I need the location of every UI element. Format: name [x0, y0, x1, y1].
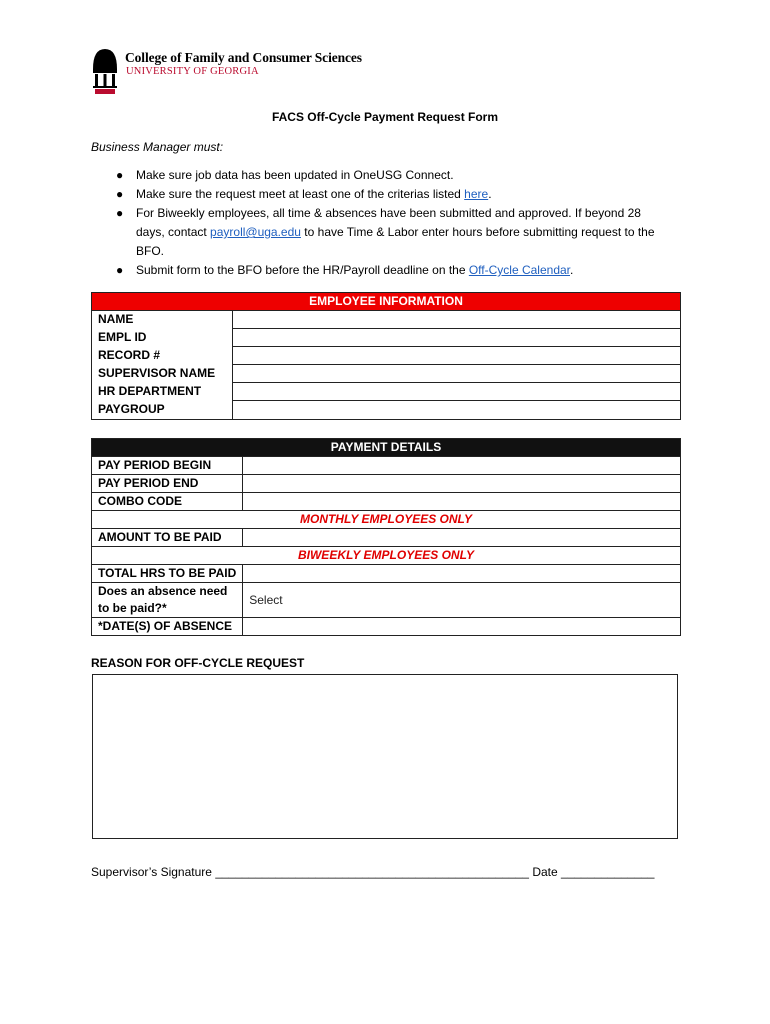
total-hrs-field[interactable] — [243, 565, 681, 583]
combo-code-label: COMBO CODE — [92, 493, 243, 511]
reason-textbox[interactable] — [92, 674, 678, 839]
bullet-icon: ● — [116, 206, 124, 220]
signature-line — [91, 865, 654, 879]
pay-period-begin-label: PAY PERIOD BEGIN — [92, 457, 243, 475]
criteria-link[interactable]: here — [464, 187, 489, 201]
payment-details-header: PAYMENT DETAILS — [92, 439, 681, 457]
empl-id-field[interactable] — [233, 329, 681, 347]
absence-select[interactable]: Select — [243, 583, 681, 618]
college-name: College of Family and Consumer Sciences — [125, 50, 362, 65]
supervisor-field[interactable] — [233, 365, 681, 383]
hr-department-field[interactable] — [233, 383, 681, 401]
payroll-email-link[interactable]: payroll@uga.edu — [210, 225, 301, 239]
monthly-note: MONTHLY EMPLOYEES ONLY — [92, 511, 681, 529]
bullet-icon: ● — [116, 263, 124, 277]
record-label: RECORD # — [92, 347, 233, 365]
requirement-item: ● For Biweekly employees, all time & absences have been submitted and approved. If beyond 28 days, contact payroll@uga.edu to have Time & Labor enter hours before submitting request to the BFO. — [116, 206, 655, 258]
intro-text: Business Manager must: — [91, 140, 224, 154]
name-field[interactable] — [233, 311, 681, 329]
amount-field[interactable] — [243, 529, 681, 547]
date-label: Date — [532, 865, 558, 879]
absence-question-label: Does an absence need to be paid?* — [92, 583, 243, 618]
pay-period-end-label: PAY PERIOD END — [92, 475, 243, 493]
empl-id-label: EMPL ID — [92, 329, 233, 347]
hr-department-label: HR DEPARTMENT — [92, 383, 233, 401]
total-hrs-label: TOTAL HRS TO BE PAID — [92, 565, 243, 583]
requirement-item: ● Make sure the request meet at least one of the criterias listed here. — [110, 185, 670, 204]
supervisor-signature-field[interactable]: _______________________________________________ — [215, 865, 529, 879]
pay-period-begin-field[interactable] — [243, 457, 681, 475]
combo-code-field[interactable] — [243, 493, 681, 511]
reason-label: REASON FOR OFF-CYCLE REQUEST — [91, 656, 305, 670]
payment-details-table — [91, 438, 681, 636]
uga-arch-logo-icon — [92, 47, 118, 95]
employee-info-header: EMPLOYEE INFORMATION — [92, 293, 681, 311]
off-cycle-calendar-link[interactable]: Off-Cycle Calendar — [468, 263, 570, 277]
amount-label: AMOUNT TO BE PAID — [92, 529, 243, 547]
bullet-icon: ● — [116, 168, 124, 182]
biweekly-note: BIWEEKLY EMPLOYEES ONLY — [92, 547, 681, 565]
requirement-item: ● Submit form to the BFO before the HR/Payroll deadline on the Off-Cycle Calendar. — [110, 261, 670, 280]
form-title: FACS Off-Cycle Payment Request Form — [271, 110, 499, 124]
pay-period-end-field[interactable] — [243, 475, 681, 493]
supervisor-signature-label: Supervisor’s Signature — [91, 865, 212, 879]
bullet-icon: ● — [116, 187, 124, 201]
dates-absence-field[interactable] — [243, 618, 681, 636]
record-field[interactable] — [233, 347, 681, 365]
requirement-item: ● Make sure job data has been updated in OneUSG Connect. — [110, 166, 670, 185]
requirements-list — [110, 166, 670, 280]
date-field[interactable]: ______________ — [561, 865, 655, 879]
paygroup-label: PAYGROUP — [92, 401, 233, 420]
dates-absence-label: *DATE(S) OF ABSENCE — [92, 618, 243, 636]
employee-info-table — [91, 292, 681, 420]
paygroup-field[interactable] — [233, 401, 681, 420]
university-name: UNIVERSITY OF GEORGIA — [126, 66, 259, 77]
name-label: NAME — [92, 311, 233, 329]
supervisor-label: SUPERVISOR NAME — [92, 365, 233, 383]
